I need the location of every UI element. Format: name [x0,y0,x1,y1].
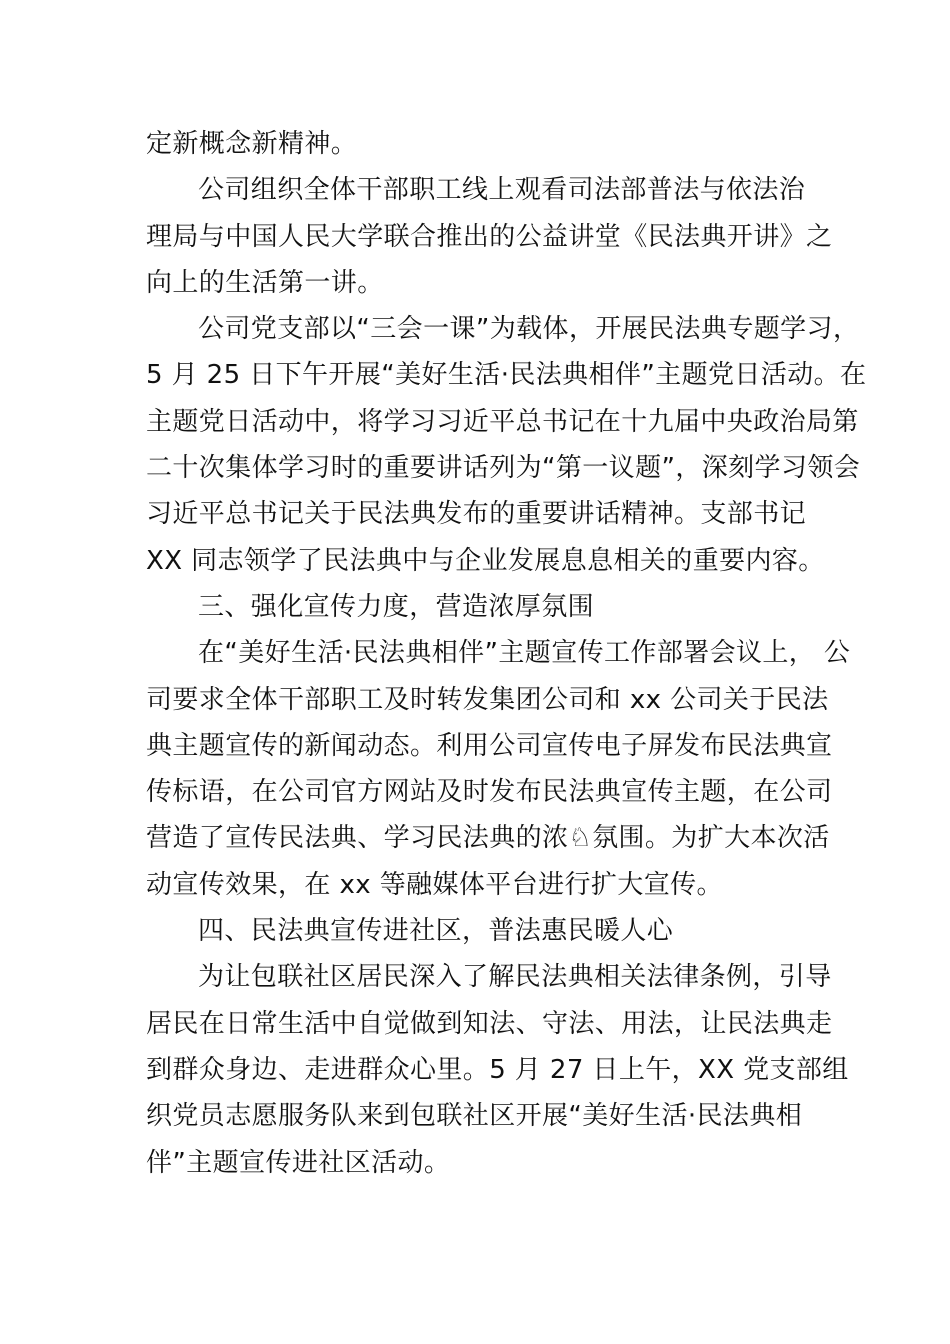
text-line: 向上的生活第一讲。 [146,267,384,298]
text-line: 主题党日活动中，将学习习近平总书记在十九届中央政治局第 [146,406,859,437]
text-line: 到群众身边、走进群众心里。5 月 27 日上午，XX 党支部组 [146,1054,849,1085]
text-line: 二十次集体学习时的重要讲话列为“第一议题”，深刻学习领会 [146,453,861,484]
text-line: 为让包联社区居民深入了解民法典相关法律条例，引导 [198,962,832,993]
text-line: 在“美好生活·民法典相伴”主题宣传工作部署会议上， 公 [198,638,851,669]
section-heading: 三、强化宣传力度，营造浓厚氛围 [198,591,595,622]
text-line: 居民在日常生活中自觉做到知法、守法、用法，让民法典走 [146,1008,833,1039]
text-line: 公司党支部以“三会一课”为载体，开展民法典专题学习， [198,314,860,345]
text-line: 典主题宣传的新闻动态。利用公司宣传电子屏发布民法典宣 [146,730,833,761]
text-line: 定新概念新精神。 [146,129,358,159]
text-line: 5 月 25 日下午开展“美好生活·民法典相伴”主题党日活动。在 [146,360,867,391]
text-line: 习近平总书记关于民法典发布的重要讲话精神。支部书记 [146,499,807,530]
section-heading: 四、民法典宣传进社区，普法惠民暖人心 [198,916,674,947]
text-line: 伴”主题宣传进社区活动。 [146,1147,451,1178]
text-line: XX 同志领学了民法典中与企业发展息息相关的重要内容。 [146,545,825,576]
text-line: 传标语，在公司官方网站及时发布民法典宣传主题，在公司 [146,777,833,808]
text-line: 理局与中国人民大学联合推出的公益讲堂《民法典开讲》之 [146,221,833,252]
text-line: 织党员志愿服务队来到包联社区开展“美好生活·民法典相 [146,1101,803,1132]
text-line: 动宣传效果，在 xx 等融媒体平台进行扩大宣传。 [146,869,723,900]
text-line: 司要求全体干部职工及时转发集团公司和 xx 公司关于民法 [146,684,829,715]
text-line: 公司组织全体干部职工线上观看司法部普法与依法治 [198,175,806,206]
document-body [146,121,867,1186]
text-line: 营造了宣传民法典、学习民法典的浓♘氛围。为扩大本次活 [146,823,830,854]
